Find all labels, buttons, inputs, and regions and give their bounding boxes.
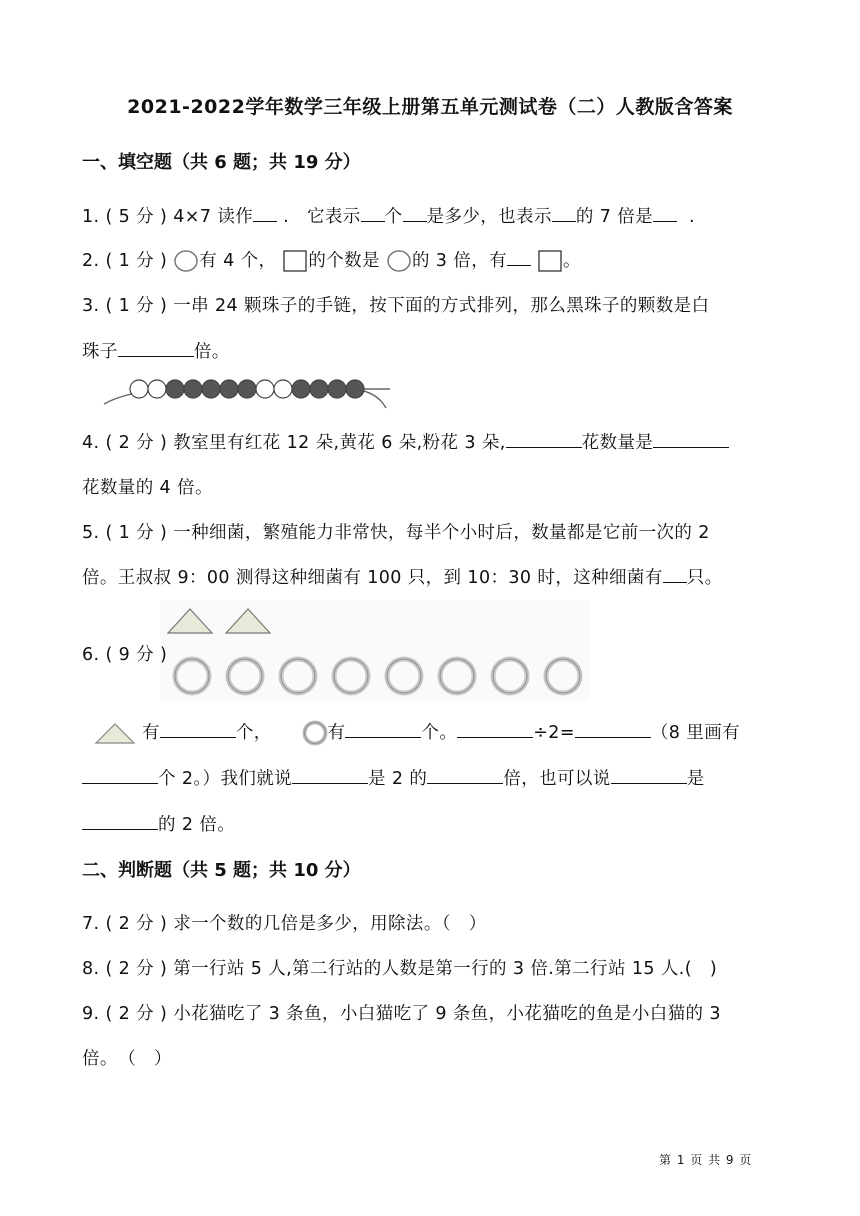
q3-number: 3. [82, 296, 100, 316]
q4-text: 花数量是 [581, 433, 654, 453]
section-heading-true-false: 二、判断题（共 5 题；共 10 分） [82, 860, 361, 881]
square-icon [282, 249, 308, 273]
white-bead [130, 380, 148, 398]
white-bead [274, 380, 292, 398]
q3-score: ( 1 分 ) [105, 296, 168, 316]
q5-text: 一种细菌，繁殖能力非常快，每半个小时后，数量都是它前一次的 2 [173, 523, 710, 543]
q3-text: 倍。 [193, 342, 230, 362]
q7-number: 7. [82, 914, 100, 934]
triangles-and-rings-figure [160, 600, 590, 700]
question-7 [82, 910, 487, 935]
square-icon [537, 249, 563, 273]
q6-score: ( 9 分 ) [105, 645, 168, 665]
q7-score: ( 2 分 ) [105, 914, 168, 934]
q2-text: 。 [562, 251, 581, 271]
black-bead [238, 380, 256, 398]
answer-blank[interactable] [427, 765, 503, 784]
q3-text: 一串 24 颗珠子的手链，按下面的方式排列，那么黑珠子的颗数是白 [173, 296, 710, 316]
q2-score: ( 1 分 ) [105, 251, 168, 271]
bead-bracelet-illustration [100, 372, 390, 412]
black-bead [328, 380, 346, 398]
black-bead [166, 380, 184, 398]
black-bead [346, 380, 364, 398]
question-4-line-2: 花数量的 4 倍。 [82, 478, 213, 498]
answer-blank[interactable] [361, 203, 385, 222]
q5-text: 只。 [686, 568, 723, 588]
question-4 [82, 429, 729, 454]
q8-score: ( 2 分 ) [105, 959, 168, 979]
question-3-line-2 [82, 338, 230, 363]
circle-icon [173, 249, 199, 273]
question-6 [82, 641, 167, 666]
answer-blank[interactable] [552, 203, 576, 222]
answer-blank[interactable] [506, 429, 582, 448]
q1-text: 个 [384, 207, 403, 227]
white-bead [256, 380, 274, 398]
black-bead [220, 380, 238, 398]
answer-blank[interactable] [160, 719, 236, 738]
question-9-line-2: 倍。 （ ） [82, 1049, 172, 1069]
q1-text: . [688, 207, 695, 227]
q1-score: ( 5 分 ) [105, 207, 168, 227]
answer-blank[interactable] [653, 429, 729, 448]
q3-text: 珠子 [82, 342, 118, 362]
question-3 [82, 292, 709, 317]
q2-number: 2. [82, 251, 100, 271]
q6-text: 有 [141, 723, 160, 743]
q1-text: 4×7 读作 [173, 207, 254, 227]
answer-blank[interactable] [457, 719, 533, 738]
answer-blank[interactable] [82, 811, 158, 830]
answer-blank[interactable] [82, 765, 158, 784]
question-5-line-2 [82, 564, 723, 589]
white-bead [148, 380, 166, 398]
question-6-line-2 [82, 765, 705, 790]
q5-score: ( 1 分 ) [105, 523, 168, 543]
q9-text: 小花猫吃了 3 条鱼，小白猫吃了 9 条鱼，小花猫吃的鱼是小白猫的 3 [173, 1004, 721, 1024]
q6-text: 有 [327, 723, 346, 743]
page-title: 2021-2022学年数学三年级上册第五单元测试卷（二）人教版含答案 [127, 96, 733, 118]
q6-text: 的 2 倍。 [158, 815, 236, 835]
q7-text: 求一个数的几倍是多少，用除法。（ ） [173, 914, 487, 934]
circle-icon [386, 249, 412, 273]
black-bead [202, 380, 220, 398]
answer-blank[interactable] [403, 203, 427, 222]
page-footer: 第 1 页 共 9 页 [659, 1153, 753, 1167]
q6-text: 个 2。）我们就说 [158, 769, 293, 789]
q1-text: 是多少，也表示 [426, 207, 552, 227]
answer-blank[interactable] [292, 765, 368, 784]
question-6-line-1 [94, 719, 740, 746]
answer-blank[interactable] [575, 719, 651, 738]
q1-text: 的 7 倍是 [575, 207, 654, 227]
q5-number: 5. [82, 523, 100, 543]
q6-text: 是 [686, 769, 705, 789]
q2-text: 的个数是 [308, 251, 380, 271]
answer-blank[interactable] [253, 203, 277, 222]
answer-blank[interactable] [663, 564, 687, 583]
q6-text: 个。 [421, 723, 458, 743]
question-2 [82, 247, 581, 273]
q2-text: 有 4 个， [199, 251, 277, 271]
question-8 [82, 955, 717, 980]
section-heading-fill-in: 一、填空题（共 6 题；共 19 分） [82, 152, 361, 173]
question-9 [82, 1000, 721, 1025]
q6-number: 6. [82, 645, 100, 665]
answer-blank[interactable] [653, 203, 677, 222]
q5-text: 倍。王叔叔 9：00 测得这种细菌有 100 只，到 10：30 时，这种细菌有 [82, 568, 663, 588]
q4-score: ( 2 分 ) [105, 433, 168, 453]
q1-number: 1. [82, 207, 100, 227]
question-1 [82, 203, 695, 228]
q6-text: 倍，也可以说 [503, 769, 611, 789]
q2-text: 的 3 倍，有 [411, 251, 507, 271]
answer-blank[interactable] [118, 338, 194, 357]
q1-text: . [283, 207, 290, 227]
q4-number: 4. [82, 433, 100, 453]
q6-text: 是 2 的 [368, 769, 428, 789]
black-bead [184, 380, 202, 398]
triangle-icon [94, 721, 136, 745]
answer-blank[interactable] [507, 247, 531, 266]
q9-number: 9. [82, 1004, 100, 1024]
q6-text: （8 里画有 [650, 723, 741, 743]
ring-icon [302, 720, 328, 746]
q1-text: 它表示 [306, 207, 361, 227]
black-bead [310, 380, 328, 398]
q6-text: 个， [235, 723, 272, 743]
q8-number: 8. [82, 959, 100, 979]
question-5 [82, 519, 710, 544]
q6-text: ÷2= [533, 723, 575, 743]
question-6-line-3 [82, 811, 235, 836]
answer-blank[interactable] [345, 719, 421, 738]
black-bead [292, 380, 310, 398]
q4-text: 教室里有红花 12 朵,黄花 6 朵,粉花 3 朵, [173, 433, 506, 453]
q9-score: ( 2 分 ) [105, 1004, 168, 1024]
answer-blank[interactable] [611, 765, 687, 784]
q8-text: 第一行站 5 人,第二行站的人数是第一行的 3 倍.第二行站 15 人.( ) [173, 959, 718, 979]
